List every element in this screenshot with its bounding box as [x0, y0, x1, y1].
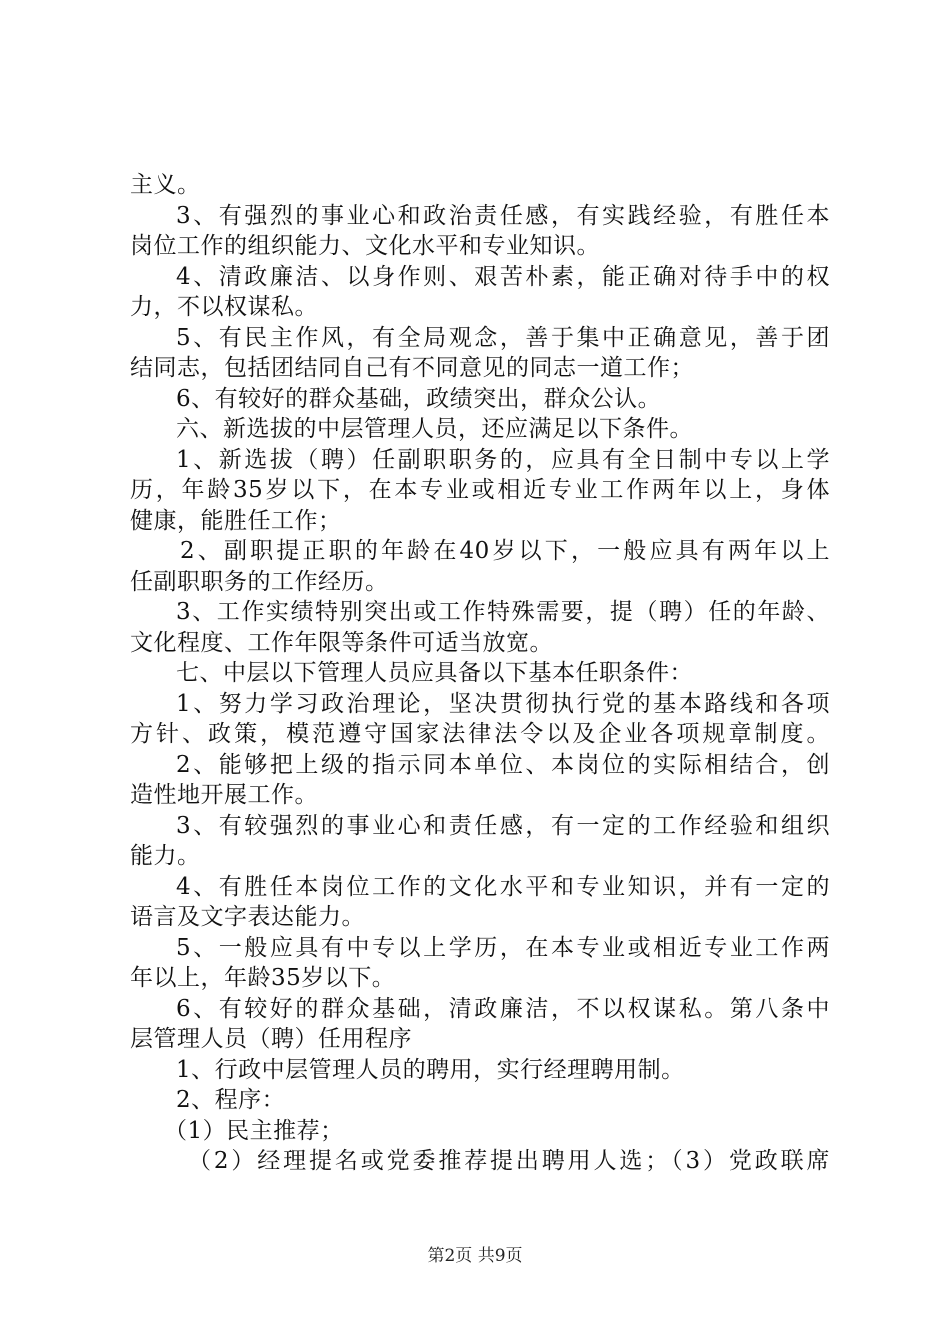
- text-line: 5、一般应具有中专以上学历，在本专业或相近专业工作两: [176, 934, 830, 961]
- text-line: （2）经理提名或党委推荐提出聘用人选；（3）党政联席: [188, 1148, 830, 1174]
- text-line: 方针、政策，模范遵守国家法律法令以及企业各项规章制度。: [130, 721, 830, 747]
- text-line: 六、新选拔的中层管理人员，还应满足以下条件。: [176, 416, 693, 442]
- text-line: 6、有较好的群众基础，清政廉洁，不以权谋私。第八条中: [176, 995, 830, 1022]
- text-line: 岗位工作的组织能力、文化水平和专业知识。: [130, 233, 600, 259]
- text-line: 结同志，包括团结同自己有不同意见的同志一道工作；: [130, 355, 694, 381]
- text-line: 4、清政廉洁、以身作则、艰苦朴素，能正确对待手中的权: [176, 263, 830, 290]
- text-line: 3、有强烈的事业心和政治责任感，有实践经验，有胜任本: [176, 202, 830, 229]
- text-line: 七、中层以下管理人员应具备以下基本任职条件：: [176, 660, 693, 686]
- text-line: 5、有民主作风，有全局观念，善于集中正确意见，善于团: [176, 324, 830, 351]
- text-line: 1、努力学习政治理论，坚决贯彻执行党的基本路线和各项: [176, 690, 830, 717]
- document-body: [130, 170, 830, 1177]
- text-line: 1、行政中层管理人员的聘用，实行经理聘用制。: [176, 1056, 685, 1083]
- text-line: 文化程度、工作年限等条件可适当放宽。: [130, 629, 553, 656]
- text-line: 层管理人员（聘）任用程序: [130, 1026, 412, 1052]
- text-line: 健康，能胜任工作；: [130, 507, 342, 534]
- page-number-footer: 第2页 共9页: [427, 1246, 523, 1266]
- text-line: 语言及文字表达能力。: [130, 904, 365, 930]
- text-line: 1、新选拔（聘）任副职职务的，应具有全日制中专以上学: [176, 446, 830, 473]
- text-line: 年以上，年龄35岁以下。: [130, 965, 396, 991]
- text-line: 2、副职提正职的年龄在40岁以下，一般应具有两年以上: [180, 538, 830, 564]
- text-line: 主义。: [130, 172, 201, 198]
- text-line: 2、能够把上级的指示同本单位、本岗位的实际相结合，创: [176, 751, 830, 778]
- text-line: 任副职职务的工作经历。: [130, 568, 389, 595]
- text-line: 3、有较强烈的事业心和责任感，有一定的工作经验和组织: [176, 812, 830, 839]
- text-line: 3、工作实绩特别突出或工作特殊需要，提（聘）任的年龄、: [176, 599, 830, 625]
- text-line: 力，不以权谋私。: [130, 294, 318, 320]
- text-line: 历，年龄35岁以下，在本专业或相近专业工作两年以上，身体: [130, 477, 830, 503]
- text-line: 4、有胜任本岗位工作的文化水平和专业知识，并有一定的: [176, 873, 830, 900]
- text-line: 能力。: [130, 843, 201, 869]
- text-line: 6、有较好的群众基础，政绩突出，群众公认。: [176, 385, 662, 412]
- text-line: （1）民主推荐；: [164, 1117, 344, 1144]
- text-line: 2、程序：: [176, 1087, 286, 1113]
- text-line: 造性地开展工作。: [130, 782, 318, 808]
